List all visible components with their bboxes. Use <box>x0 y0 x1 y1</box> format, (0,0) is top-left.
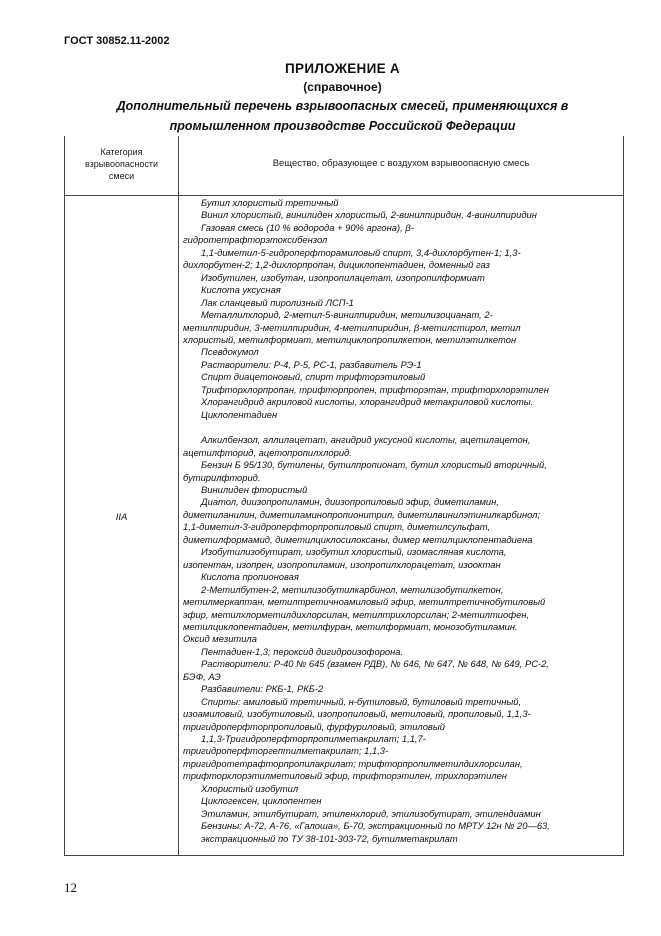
substance-line: метилмеркаптан, метилтретичноамиловый эфир, метилтретичнобутиловый <box>183 596 546 608</box>
substance-line: гидротетрафторэтоксибензол <box>183 234 328 246</box>
substance-line: Циклопентадиен <box>201 408 278 420</box>
category-header-line: Категория <box>100 147 143 157</box>
substance-list <box>183 197 621 845</box>
substance-line: Бензин Б 95/130, бутилены, бутилпропионат, бутил хлористый вторичный, <box>201 459 547 471</box>
substance-line: Газовая смесь (10 % водорода + 90% аргона), β- <box>201 221 414 233</box>
substance-line: Хлорангидрид акриловой кислоты, хлорангидрид метакриловой кислоты. <box>201 396 534 408</box>
substance-column-header: Вещество, образующее с воздухом взрывоопасную смесь <box>272 158 530 169</box>
substance-line: 2-Метилбутен-2, метилизобутилкарбинол, метилизобутилкетон, <box>201 583 504 595</box>
substance-line: Изобутилизобутират, изобутил хлористый, изомасляная кислота, <box>201 546 507 558</box>
substance-line: дихлорбутен-2; 1,2-дихлорпропан, дициклопентадиен, доменный газ <box>183 259 490 271</box>
substance-line: Спирт диацетоновый, спирт трифторэтиловый <box>201 371 426 383</box>
appendix-heading-line-1: Дополнительный перечень взрывоопасных смесей, применяющихся в <box>116 99 569 113</box>
substance-line: Этиламин, этилбутират, этиленхлорид, этилизобутират, этилендиамин <box>201 807 541 819</box>
substance-line: диметилформамид, диметилциклосилоксаны, димер метилциклопентадиена <box>183 533 533 545</box>
substance-line: бутирилфторид. <box>183 471 261 483</box>
substance-line: изопентан, изопрен, изопропиламин, изопропилхлорацетат, изооктан <box>183 558 501 570</box>
header-divider <box>65 195 623 196</box>
substance-line: Трифторхлорпропан, трифторпропен, трифторэтан, трифторхлорэтилен <box>201 383 549 395</box>
substance-line: 1,1-диметил-3-гидроперфторпропиловый спирт, диметилсульфат, <box>183 521 491 533</box>
substance-line: 1,1-диметил-5-гидроперфторамиловый спирт, 3,4-дихлорбутен-1; 1,3- <box>201 246 521 258</box>
category-value: IIA <box>115 512 128 523</box>
substance-line: метилциклопентадиен, метилфуран, метилформиат, монозобутиламин. <box>183 620 518 632</box>
standard-header: ГОСТ 30852.11-2002 <box>64 35 170 47</box>
substance-line: Псевдокумол <box>201 346 259 358</box>
substance-line: ацетилфторид, ацетопропилхлорид. <box>183 446 352 458</box>
substance-line: Винил хлористый, винилиден хлористый, 2-винилпиридин, 4-винилпиридин <box>201 209 537 221</box>
substance-line: экстракционный по ТУ 38-101-303-72, бутилметакрилат <box>201 832 458 844</box>
appendix-titles <box>60 60 625 135</box>
substance-line: изоамиловый, изобутиловый, изопропиловый, метиловый, пропиловый, 1,1,3- <box>183 708 531 720</box>
substance-line: Пентадиен-1,3; пероксид дигидроизофорона. <box>201 645 404 657</box>
category-header-line: смеси <box>108 171 135 181</box>
column-divider <box>178 136 179 855</box>
substance-line: эфир, метилхлорметилдихлорсилан, метилтрихлорсилан; 2-метилтиофен, <box>183 608 530 620</box>
substance-line: Кислота пропионовая <box>201 571 299 583</box>
substance-line: Изобутилен, изобутан, изопропилацетат, изопропилформиат <box>201 271 485 283</box>
mixtures-table <box>64 136 624 856</box>
appendix-title: ПРИЛОЖЕНИЕ А <box>285 61 400 76</box>
substance-line: Металлилхлорид, 2-метил-5-винилпиридин, метилизоцианат, 2- <box>201 309 493 321</box>
substance-line: Циклогексен, циклопентен <box>201 795 322 807</box>
substance-line: диметиланилин, диметиламинопропионитрил, диметилвинилэтинилкарбинол; <box>183 508 541 520</box>
appendix-subtitle: (справочное) <box>303 80 382 94</box>
category-header-line: взрывоопасности <box>85 159 158 169</box>
substance-line: Разбавители: РКБ-1, РКБ-2 <box>201 683 324 695</box>
substance-line: Диатол, диизопропиламин, диизопропиловый эфир, диметиламин, <box>201 496 499 508</box>
substance-line: Кислота уксусная <box>201 284 281 296</box>
substance-line: тригидротетрафторпропилакрилат; трифторпропилметилдихлорсилан, <box>183 757 523 769</box>
substance-line: Растворители: Р-4, Р-5, РС-1, разбавитель РЭ-1 <box>201 358 422 370</box>
page-number: 12 <box>64 880 77 895</box>
substance-line: хлористый, метилформиат, метилциклопропилкетон, метилэтилкетон <box>183 333 517 345</box>
substance-line: метилпиридин, 3-метилпиридин, 4-метилпиридин, β-метилстирол, метил <box>183 321 521 333</box>
substance-line: Хлористый изобутил <box>201 782 299 794</box>
substance-line: Бутил хлористый третичный <box>201 197 339 208</box>
substance-line: Бензины: А-72, А-76, «Галоша», Б-70, экстракционный по МРТУ 12н № 20—63, <box>201 820 550 832</box>
substance-line: Растворители: Р-40 № 645 (взамен РДВ), № 646, № 647, № 648, № 649, РС-2, <box>201 658 549 670</box>
substance-line: 1,1,3-Тригидроперфторпропилметакрилат; 1,1,7- <box>201 733 426 745</box>
appendix-heading-line-2: промышленном производстве Российской Федерации <box>169 119 516 133</box>
substance-line: Винилиден фтористый <box>201 483 308 495</box>
substance-line: Лак сланцевый пиролизный ЛСП-1 <box>201 296 354 308</box>
substance-line: Спирты: амиловый третичный, н-бутиловый, бутиловый третичный, <box>201 695 522 707</box>
substance-line: Алкилбензол, аллилацетат, ангидрид уксусной кислоты, ацетилацетон, <box>201 434 531 446</box>
substance-line: тригидроперфторгептилметакрилат; 1,1,3- <box>183 745 389 757</box>
paragraph-gap <box>183 421 621 434</box>
substance-line: тригидроперфторпропиловый, фурфуриловый, этиловый <box>183 720 445 732</box>
category-column-header <box>65 146 178 182</box>
substance-line: БЭФ, АЭ <box>183 670 221 682</box>
substance-line: Оксид мезитила <box>183 633 257 645</box>
substance-line: трифторхлорэтилметиловый эфир, трифторэтилен, трихлорэтилен <box>183 770 507 782</box>
